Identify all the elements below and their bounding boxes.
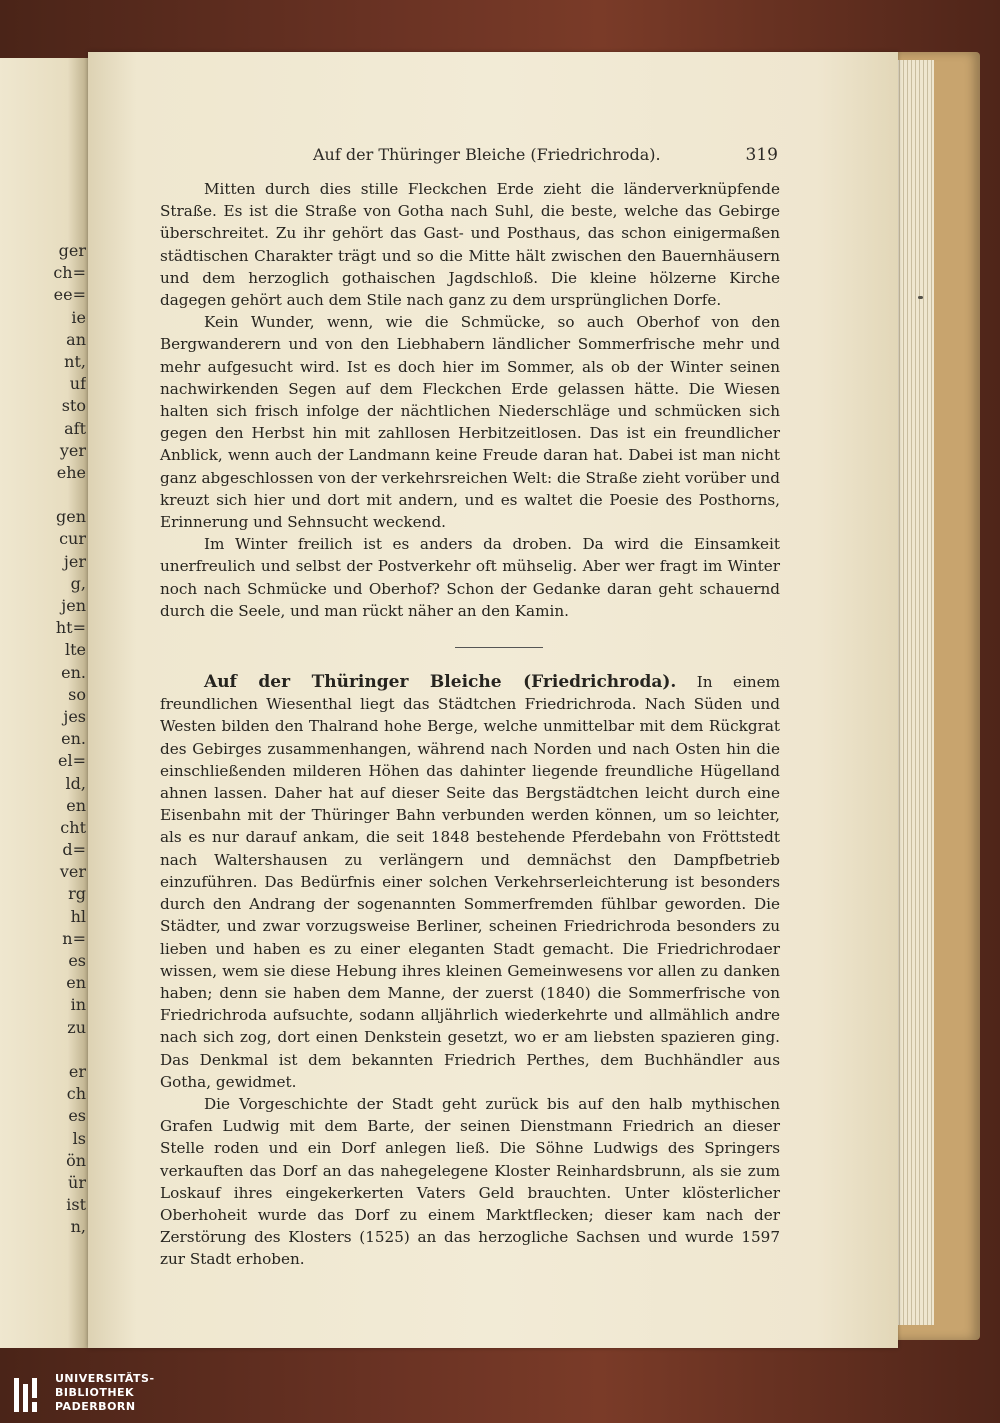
page-blemish — [918, 296, 923, 299]
left-page-fragment: n, — [70, 1217, 86, 1237]
left-page-fragment: ist — [66, 1195, 86, 1215]
left-page-fragment: rg — [68, 884, 86, 904]
paragraph: Die Vorgeschichte der Stadt geht zurück bis auf den halb mythischen Grafen Ludwig mit dem Barte, der seinen Dienstmann Friedrich an dieser Stelle roden und ein Dorf anlegen ließ. Die Söhne Ludwigs des Springers verkauften das Dorf an das nahegelegene Kloster Reinhardsbrunn, als sie zum Loskauf ihres eingekerkerten Vaters Geld brauchten. Unter klösterlicher Oberhoheit wurde das Dorf zu einem Marktflecken; dieser kam nach der Zerstörung des Klosters (1525) an das herzogliche Sachsen und wurde 1597 zur Stadt erhoben. — [160, 1094, 780, 1269]
left-page-fragment: en. — [61, 729, 86, 749]
left-page-fragment: jer — [63, 551, 86, 571]
left-page-fragment: nt, — [64, 351, 86, 371]
left-page-fragment: ger — [58, 241, 86, 260]
library-emblem-icon — [12, 1376, 44, 1414]
left-page-fragment: ür — [68, 1172, 86, 1192]
left-page-fragment: er — [68, 1061, 86, 1081]
left-page-fragment: hl — [70, 906, 86, 926]
left-page-fragment: en — [66, 973, 86, 993]
left-page-fragment: ld, — [65, 773, 86, 793]
left-page-fragment: ver — [59, 862, 86, 882]
left-page-text-fragments — [0, 240, 86, 1238]
left-page-fragment: ie — [71, 307, 86, 327]
left-page-fragment: n= — [62, 928, 86, 948]
left-page-fragment: en. — [61, 662, 86, 682]
left-page-fragment: sto — [61, 396, 86, 416]
library-logo — [0, 1368, 160, 1423]
left-page-fragment: zu — [67, 1017, 86, 1037]
left-page-fragment: in — [70, 995, 86, 1015]
left-page-fragment: es — [68, 951, 86, 970]
left-page-fragment: d= — [62, 840, 86, 860]
left-page-fragment: ee= — [53, 285, 86, 305]
left-page-fragment: ht= — [55, 618, 86, 638]
left-page-fragment — [0, 1039, 86, 1061]
left-page-fragment: ch — [66, 1084, 86, 1104]
paragraph: Mitten durch dies stille Fleckchen Erde zieht die länderverknüpfende Straße. Es ist die Straße von Gotha nach Suhl, die beste, welche das Gebirge überschreitet. Zu ihr gehört das Gast- und Posthaus, das schon einigermaßen städtischen Charakter trägt und so die Mitte hält zwischen den Bauernhäusern und dem herzoglich gothaischen Jagdschloß. Die kleine hölzerne Kirche dagegen gehört auch dem Stile nach ganz zu dem ursprünglichen Dorfe. — [160, 180, 780, 310]
left-page-fragment: en — [66, 795, 86, 815]
running-title: Auf der Thüringer Bleiche (Friedrichroda). — [313, 145, 661, 164]
left-page-fragment: yer — [59, 440, 86, 460]
left-page-fragment: an — [66, 329, 86, 349]
left-page-fragment: es — [68, 1106, 86, 1126]
left-page-fragment — [0, 484, 86, 506]
left-page-fragment: ehe — [56, 462, 86, 482]
left-page-fragment: gen — [55, 507, 86, 527]
left-page-fragment: cur — [59, 529, 86, 549]
left-page — [0, 58, 90, 1348]
left-page-fragment: ch= — [53, 263, 86, 283]
left-page-fragment: so — [68, 684, 86, 704]
page-header — [313, 145, 778, 167]
page-body — [160, 178, 780, 1271]
logo-line: PADERBORN — [55, 1400, 136, 1413]
logo-line: UNIVERSITÄTS- — [55, 1372, 155, 1385]
section-opening-paragraph — [160, 671, 780, 1093]
section-heading: Auf der Thüringer Bleiche (Friedrichroda). — [204, 672, 677, 693]
logo-line: BIBLIOTHEK — [55, 1386, 135, 1399]
page-number: 319 — [745, 145, 778, 165]
paragraph-text: In einem freundlichen Wiesenthal liegt das Städtchen Friedrichroda. Nach Süden und Westen bilden den Thalrand hohe Berge, welche unmittelbar mit dem Rückgrat des Gebirges zusammenhangen, während nach Norden und nach Osten hin die einschließenden milderen Höhen das dahinter liegende freundliche Hügelland ahnen lassen. Daher hat auf dieser Seite das Bergstädtchen leicht durch eine Eisenbahn mit der Thüringer Bahn verbunden werden können, um so leichter, als es nur darauf ankam, die seit 1848 bestehende Pferdebahn von Fröttstedt nach Waltershausen zu verlängern und demnächst den Dampfbetrieb einzuführen. Das Bedürfnis einer solchen Verkehrserleichterung ist besonders durch den Andrang der sogenannten Sommerfremden fühlbar geworden. Die Städter, und zwar vorzugsweise Berliner, scheinen Friedrichroda besonders zu lieben und haben es zu einer eleganten Stadt gemacht. Die Friedrichrodaer wissen, wem sie diese Hebung ihres kleinen Gemeinwesens vor allen zu danken haben; denn sie haben dem Manne, der zuerst (1840) die Sommerfrische von Friedrichroda aufsuchte, sodann alljährlich wiederkehrte und allmählich andre nach sich zog, dort einen Denkstein gesetzt, wo er am liebsten spazieren ging. Das Denkmal ist dem bekannten Friedrich Perthes, dem Buchhändler aus Gotha, gewidmet. — [160, 673, 781, 1091]
left-page-fragment: ön — [66, 1150, 86, 1170]
left-page-fragment: uf — [69, 374, 86, 394]
paragraph: Im Winter freilich ist es anders da droben. Da wird die Einsamkeit unerfreulich und selbst der Postverkehr oft mühselig. Aber wer fragt im Winter noch nach Schmücke und Oberhof? Schon der Gedanke daran geht schauernd durch die Seele, und man rückt näher an den Kamin. — [160, 535, 780, 620]
left-page-fragment: cht — [60, 817, 86, 837]
library-logo-text — [55, 1372, 155, 1414]
section-divider — [455, 647, 543, 648]
left-page-fragment: jen — [61, 596, 86, 615]
left-page-fragment: jes — [63, 706, 86, 726]
left-page-fragment: aft — [64, 418, 86, 438]
paragraph: Kein Wunder, wenn, wie die Schmücke, so auch Oberhof von den Bergwanderern und von den Liebhabern ländlicher Sommerfrische mehr und mehr aufgesucht wird. Ist es doch hier im Sommer, als ob der Winter seinen nachwirkenden Segen auf dem Fleckchen Erde gelassen hätte. Die Wiesen halten sich frisch infolge der nächtlichen Niederschläge und schmücken sich gegen den Herbst hin mit zahllosen Herbitzeitlosen. Das ist ein freundlicher Anblick, wenn auch der Landmann keine Freude daran hat. Dabei ist man nicht ganz abgeschlossen von der verkehrsreichen Welt: die Straße zieht vorüber und kreuzt sich hier und dort mit andern, und es waltet die Poesie des Posthorns, Erinnerung und Sehnsucht weckend. — [160, 313, 780, 532]
left-page-fragment: el= — [58, 751, 86, 771]
left-page-fragment: ls — [72, 1128, 86, 1148]
left-page-fragment: g, — [70, 573, 86, 593]
left-page-fragment: lte — [64, 640, 86, 660]
